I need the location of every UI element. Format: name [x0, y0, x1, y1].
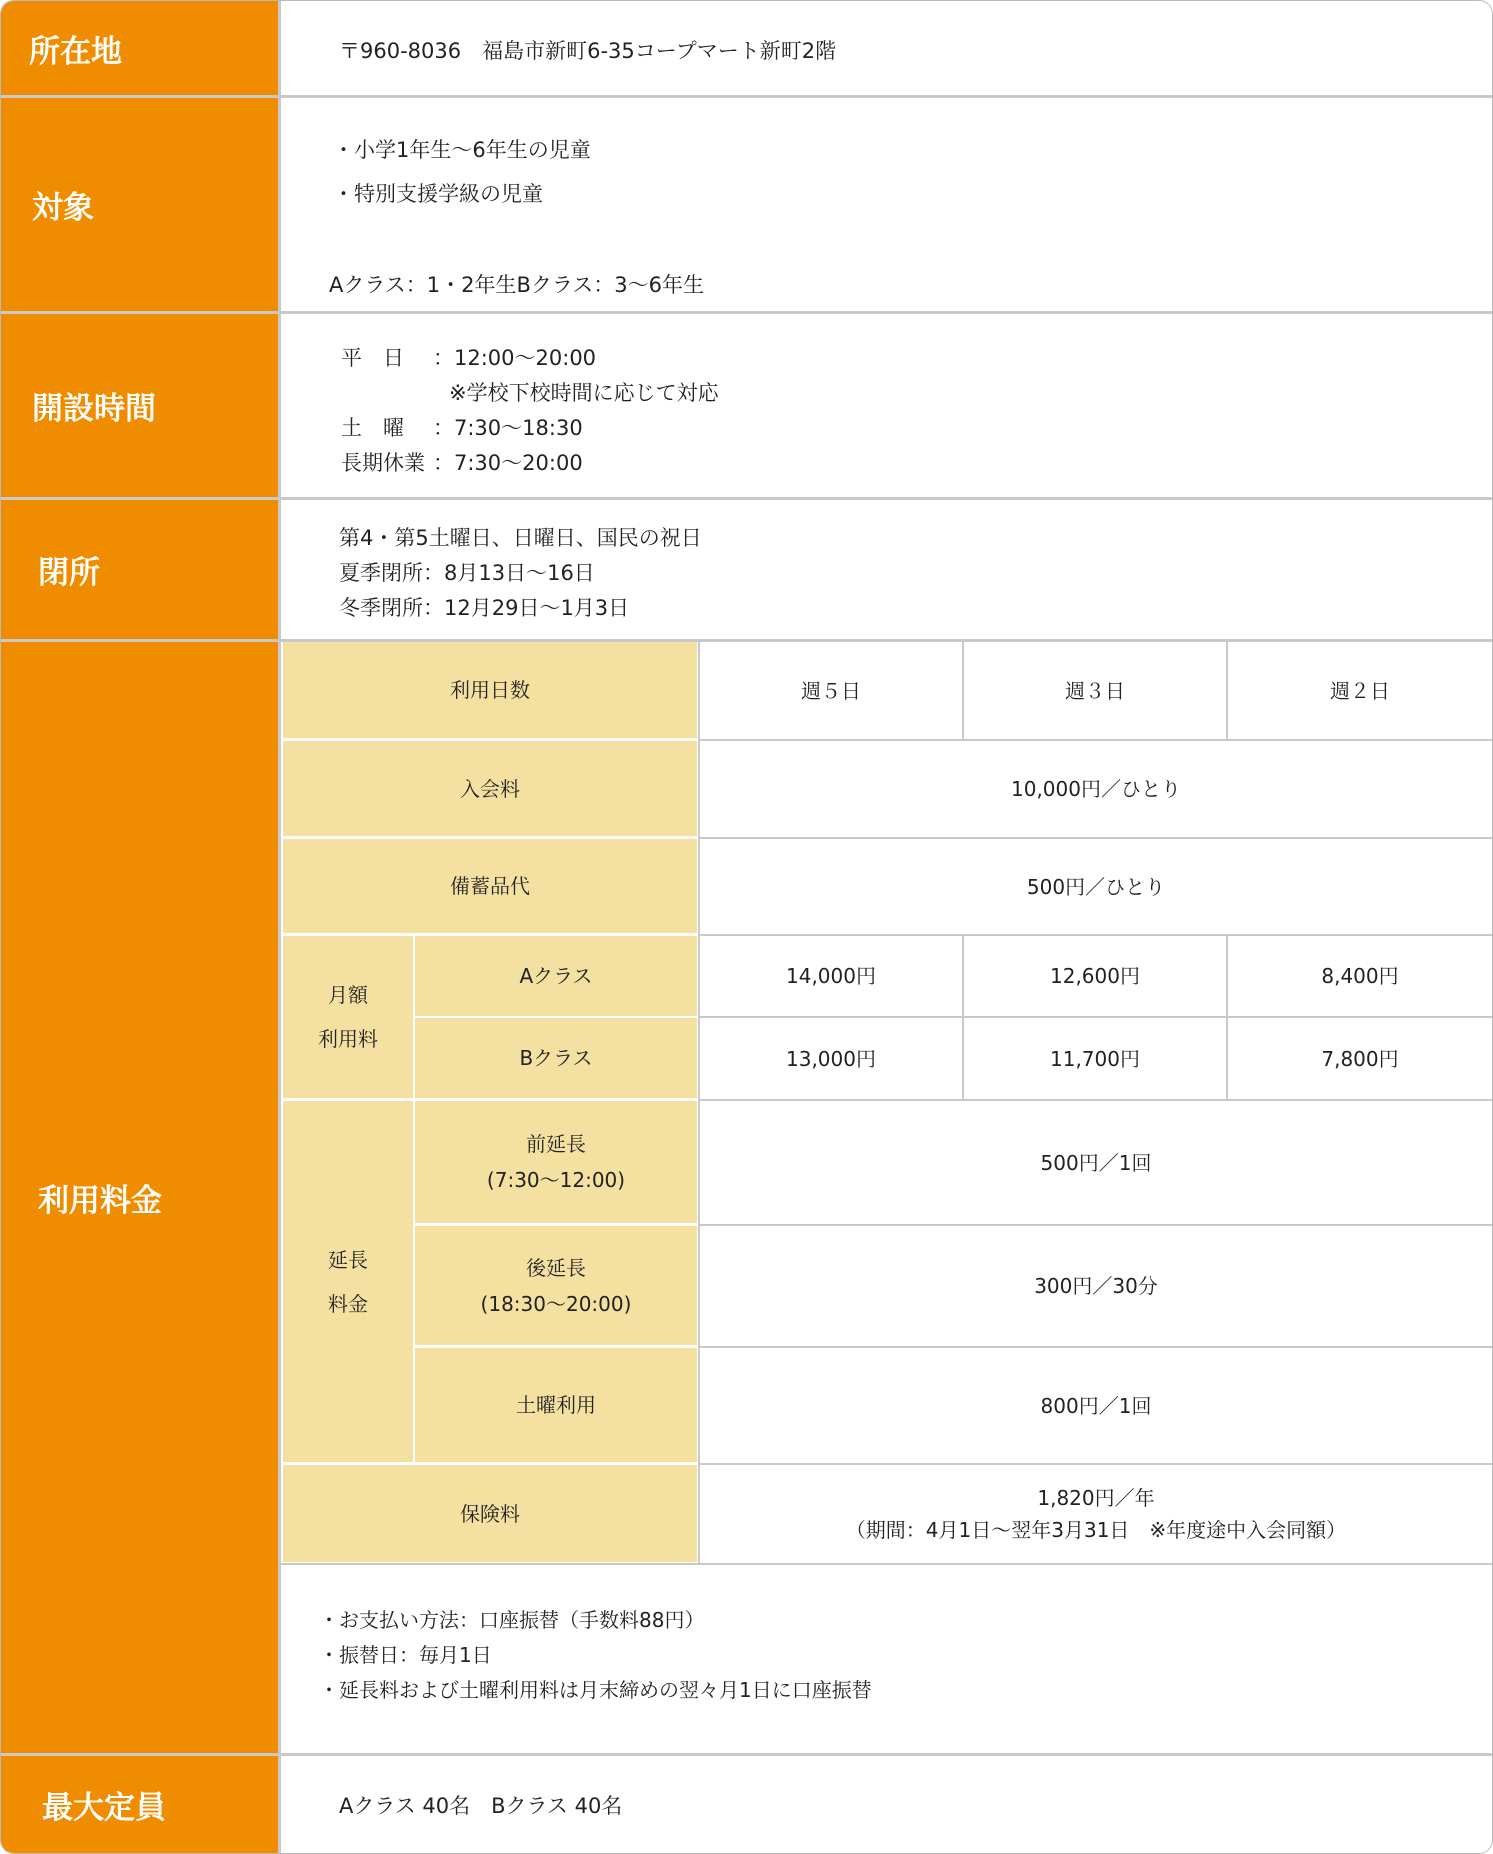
location-cell — [281, 1, 1492, 95]
hours-saturday-value: ：7:30〜18:30 — [433, 416, 583, 440]
fees-cell — [281, 642, 1492, 1753]
saturday-value: 800円／1回 — [700, 1348, 1492, 1463]
pre-extension-value: 500円／1回 — [700, 1101, 1492, 1224]
target-classes: Aクラス：1・2年生Bクラス：3〜6年生 — [329, 273, 704, 297]
hours-label: 開設時間 — [1, 314, 278, 497]
class-b-fee: 13,000円 — [700, 1018, 962, 1099]
target-cell — [281, 98, 1492, 311]
class-a-label: Aクラス — [415, 936, 697, 1016]
closed-line: 冬季閉所：12月29日〜1月3日 — [339, 596, 630, 620]
class-b-label: Bクラス — [415, 1018, 697, 1098]
closed-cell — [281, 500, 1492, 639]
monthly-label: 月額 利用料 — [283, 936, 413, 1098]
days-5: 週５日 — [700, 642, 962, 739]
closed-line: 第4・第5土曜日、日曜日、国民の祝日 — [339, 526, 702, 550]
saturday-label: 土曜利用 — [415, 1348, 697, 1462]
entry-fee-value: 10,000円／ひとり — [700, 741, 1492, 837]
column-divider — [278, 1, 281, 1853]
hours-weekday-value: ：12:00〜20:00 — [433, 346, 597, 370]
days-3: 週３日 — [964, 642, 1226, 739]
post-extension-label: 後延長 (18:30〜20:00) — [415, 1226, 697, 1345]
days-header: 利用日数 — [283, 642, 697, 738]
hours-holiday-value: ：7:30〜20:00 — [433, 451, 583, 475]
supplies-label: 備蓄品代 — [283, 839, 697, 933]
class-b-fee: 11,700円 — [964, 1018, 1226, 1099]
payment-note: ・延長料および土曜利用料は月末締めの翌々月1日に口座振替 — [319, 1678, 872, 1702]
capacity-label: 最大定員 — [1, 1756, 278, 1853]
fees-label: 利用料金 — [1, 642, 278, 1753]
grid-line — [281, 1563, 1492, 1565]
closed-line: 夏季閉所：8月13日〜16日 — [339, 561, 595, 585]
pre-extension-label: 前延長 (7:30〜12:00) — [415, 1101, 697, 1223]
days-2: 週２日 — [1228, 642, 1492, 739]
entry-fee-label: 入会料 — [283, 741, 697, 836]
hours-holiday-name: 長期休業 — [341, 451, 425, 475]
class-a-fee: 12,600円 — [964, 936, 1226, 1016]
insurance-label: 保険料 — [283, 1465, 697, 1562]
supplies-value: 500円／ひとり — [700, 839, 1492, 934]
payment-note: ・お支払い方法：口座振替（手数料88円） — [319, 1608, 705, 1632]
post-extension-value: 300円／30分 — [700, 1226, 1492, 1346]
closed-label: 閉所 — [1, 500, 278, 639]
extension-label: 延長 料金 — [283, 1101, 413, 1462]
hours-saturday-name: 土 曜 — [341, 416, 404, 440]
hours-weekday-name: 平 日 — [341, 346, 404, 370]
target-item: ・小学1年生〜6年生の児童 — [333, 138, 591, 162]
location-label: 所在地 — [1, 1, 278, 95]
capacity-cell — [281, 1756, 1492, 1853]
class-a-fee: 8,400円 — [1228, 936, 1492, 1016]
payment-note: ・振替日：毎月1日 — [319, 1643, 492, 1667]
target-item: ・特別支援学級の児童 — [333, 182, 543, 206]
hours-note: ※学校下校時間に応じて対応 — [449, 381, 719, 405]
location-value: 〒960-8036 福島市新町6-35コープマート新町2階 — [339, 39, 837, 63]
insurance-value: 1,820円／年 （期間：4月1日〜翌年3月31日 ※年度途中入会同額） — [700, 1465, 1492, 1563]
class-a-fee: 14,000円 — [700, 936, 962, 1016]
capacity-value: Aクラス 40名 Bクラス 40名 — [339, 1794, 623, 1818]
target-label: 対象 — [1, 98, 278, 311]
class-b-fee: 7,800円 — [1228, 1018, 1492, 1099]
hours-cell — [281, 314, 1492, 497]
